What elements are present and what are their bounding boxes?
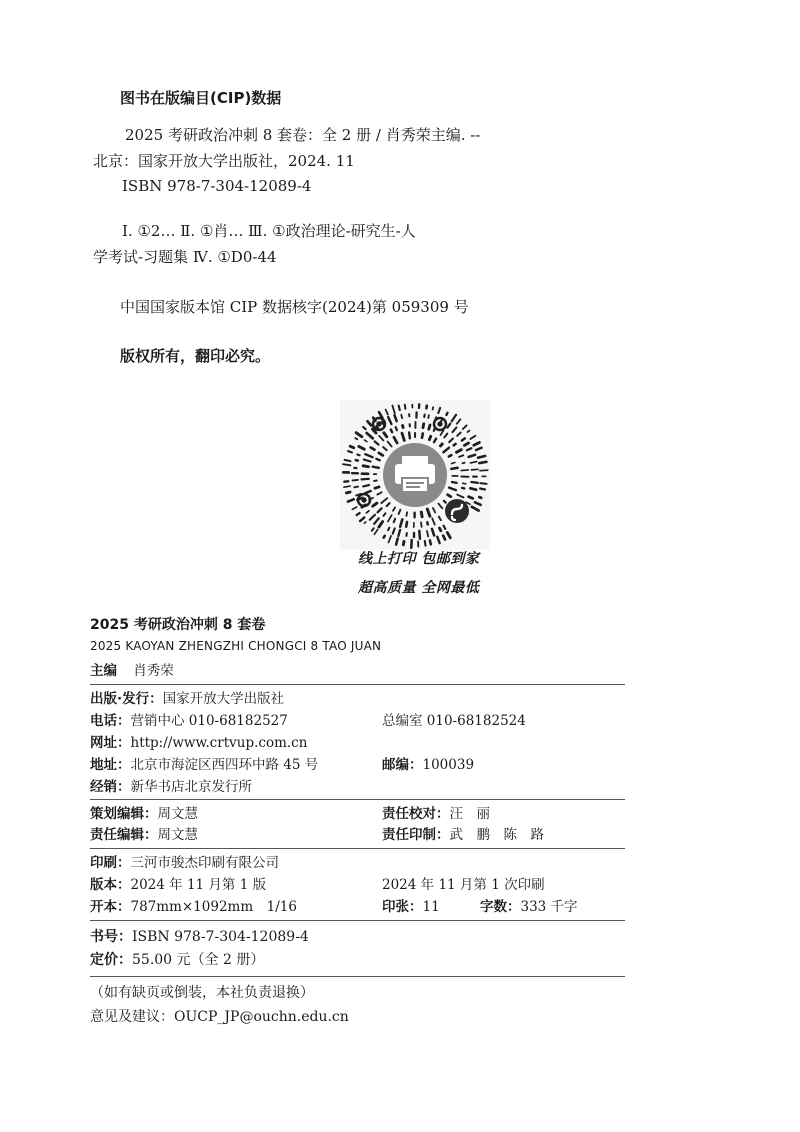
postcode-value: 100039 xyxy=(422,757,475,773)
format-label: 开本： xyxy=(90,899,131,915)
words-value: 333 千字 xyxy=(520,899,578,915)
responsible-printing-row xyxy=(382,826,544,844)
qr-dash xyxy=(463,463,465,464)
qr-dash xyxy=(384,536,385,538)
qr-dash xyxy=(398,530,400,536)
qr-dash xyxy=(373,467,379,468)
sheets-row xyxy=(382,898,440,916)
qr-dash xyxy=(425,541,426,546)
qr-dash xyxy=(462,438,465,440)
qr-dash xyxy=(469,497,473,499)
publisher-row xyxy=(90,690,284,708)
qr-dash xyxy=(371,448,375,450)
qr-dash xyxy=(441,444,443,446)
qr-dash xyxy=(391,430,392,433)
qr-dash xyxy=(354,487,358,488)
planning-editor-value: 周文慧 xyxy=(157,806,198,822)
qr-finder-dot xyxy=(377,422,381,426)
edition-label: 版本： xyxy=(90,877,131,893)
book-title: 2025 考研政治冲刺 8 套卷 xyxy=(90,617,266,633)
qr-dash xyxy=(356,438,358,439)
mini-program-icon xyxy=(445,499,469,523)
distributor-value: 新华书店北京发行所 xyxy=(130,779,252,795)
copyright-notice: 版权所有，翻印必究。 xyxy=(120,347,271,365)
format-row xyxy=(90,898,297,916)
qr-dash xyxy=(409,433,410,439)
qr-dash xyxy=(401,415,402,418)
sheets-value: 11 xyxy=(422,899,440,915)
cip-isbn: ISBN 978-7-304-12089-4 xyxy=(122,177,312,195)
qr-dash xyxy=(449,455,451,456)
qr-caption-print: 线上打印 包邮到家 xyxy=(358,551,480,567)
responsible-editor-row xyxy=(90,826,198,844)
planning-editor-label: 策划编辑： xyxy=(90,806,158,822)
qr-dash xyxy=(343,464,350,465)
qr-dash xyxy=(345,460,351,461)
qr-dash xyxy=(346,492,350,493)
qr-dash xyxy=(396,427,397,430)
qr-dash xyxy=(362,479,369,480)
qr-dash xyxy=(428,415,429,418)
address-value: 北京市海淀区西四环中路 45 号 xyxy=(130,757,319,773)
planning-editor-row xyxy=(90,805,198,823)
qr-dash xyxy=(356,460,358,461)
responsible-editor-value: 周文慧 xyxy=(157,827,198,843)
price-value: 55.00 元（全 2 册） xyxy=(132,952,265,968)
qr-dash xyxy=(448,495,451,497)
proofreader-value: 汪 丽 xyxy=(449,806,490,822)
qr-dash xyxy=(472,469,479,470)
responsible-printing-label: 责任印制： xyxy=(382,827,450,843)
marketing-phone: 营销中心 010-68182527 xyxy=(130,713,288,729)
responsible-editor-label: 责任编辑： xyxy=(90,827,158,843)
qr-dash xyxy=(406,522,407,527)
qr-dash xyxy=(421,512,422,517)
qr-dash xyxy=(480,489,485,490)
book-number-row xyxy=(90,928,309,946)
qr-dash xyxy=(461,470,468,471)
cip-classification-line1: Ⅰ. ①2… Ⅱ. ①肖… Ⅲ. ①政治理论-研究生-人 xyxy=(122,222,416,240)
book-title-pinyin: 2025 KAOYAN ZHENGZHI CHONGCI 8 TAO JUAN xyxy=(90,639,382,653)
qr-caption-quality: 超高质量 全网最低 xyxy=(358,580,480,596)
qr-dash xyxy=(364,522,366,523)
cip-heading: 图书在版编目(CIP)数据 xyxy=(120,89,282,107)
qr-dash xyxy=(471,482,477,483)
edition-row xyxy=(90,876,266,894)
qr-dash xyxy=(427,522,428,524)
qr-dash xyxy=(444,501,446,503)
qr-dash xyxy=(446,413,447,415)
qr-dash xyxy=(396,539,398,545)
qr-dash xyxy=(479,497,481,498)
price-row xyxy=(90,951,264,969)
qr-dash xyxy=(452,482,457,483)
format-value: 787mm×1092mm 1/16 xyxy=(130,899,297,915)
sheets-label: 印张： xyxy=(382,899,423,915)
printer-label: 印刷： xyxy=(90,855,131,871)
divider xyxy=(90,848,625,849)
book-number-label: 书号： xyxy=(90,929,132,945)
qr-dash xyxy=(479,462,486,463)
words-row xyxy=(480,898,578,916)
qr-dash xyxy=(376,459,380,461)
website-row xyxy=(90,734,307,752)
cip-verification-number: 中国国家版本馆 CIP 数据核字(2024)第 059309 号 xyxy=(120,298,469,316)
printer-value: 三河市骏杰印刷有限公司 xyxy=(130,855,279,871)
editor-row xyxy=(90,662,174,680)
qr-dash xyxy=(454,444,456,445)
qr-dash xyxy=(405,405,406,409)
qr-dash xyxy=(422,434,423,438)
qr-dash xyxy=(463,483,466,484)
price-label: 定价： xyxy=(90,952,132,968)
distributor-label: 经销： xyxy=(90,779,131,795)
qr-dash xyxy=(350,446,354,448)
divider xyxy=(90,799,625,800)
qr-dash xyxy=(480,470,488,471)
qr-dash xyxy=(427,531,428,536)
feedback-contact: 意见及建议：OUCP_JP@ouchn.edu.cn xyxy=(90,1009,349,1025)
phone-label: 电话： xyxy=(90,713,131,729)
qr-dash xyxy=(429,436,430,439)
proofreader-row xyxy=(382,805,490,823)
divider xyxy=(90,920,625,921)
phone-row xyxy=(90,712,288,730)
qr-dash xyxy=(451,468,457,469)
editor-label: 主编 xyxy=(90,663,117,679)
qr-dash xyxy=(403,541,404,544)
cip-classification-line2: 学考试-习题集 Ⅳ. ①D0-44 xyxy=(93,248,277,266)
qr-dash xyxy=(430,540,431,544)
responsible-printing-value: 武 鹏 陈 路 xyxy=(449,827,544,843)
qr-finder-dot xyxy=(438,422,442,426)
qr-dash xyxy=(478,456,485,458)
qr-dash xyxy=(357,455,359,456)
qr-dash xyxy=(443,536,445,540)
cip-title-line: 2025 考研政治冲刺 8 套卷：全 2 册 / 肖秀荣主编. -- xyxy=(125,126,481,144)
qr-dash xyxy=(429,425,430,429)
qr-dash xyxy=(423,424,424,428)
qr-dash xyxy=(388,528,389,531)
address-row xyxy=(90,756,318,774)
cip-publisher-line: 北京：国家开放大学出版社，2024. 11 xyxy=(93,152,355,170)
qr-dash xyxy=(462,488,464,489)
proofreader-label: 责任校对： xyxy=(382,806,450,822)
qr-dash xyxy=(344,486,350,487)
qr-dash xyxy=(363,466,368,467)
postcode-row xyxy=(382,756,474,774)
qr-dash xyxy=(353,480,358,481)
divider xyxy=(90,976,625,977)
qr-dash xyxy=(363,485,369,486)
qr-code[interactable] xyxy=(340,400,490,550)
qr-dash xyxy=(480,483,486,484)
website-link[interactable]: http://www.crtvup.com.cn xyxy=(130,735,308,751)
publisher-name: 国家开放大学出版社 xyxy=(162,691,285,707)
qr-dash xyxy=(452,463,455,464)
printer-row xyxy=(90,854,279,872)
address-label: 地址： xyxy=(90,757,131,773)
publisher-label: 出版·发行： xyxy=(90,691,163,707)
qr-dash xyxy=(419,531,420,539)
qr-dash xyxy=(348,451,352,452)
qr-dash xyxy=(399,406,400,411)
qr-dash xyxy=(403,426,404,428)
return-notice: （如有缺页或倒装，本社负责退换） xyxy=(90,985,314,1001)
divider xyxy=(90,684,625,685)
website-label: 网址： xyxy=(90,735,131,751)
qr-code-graphic xyxy=(340,400,490,550)
qr-dash xyxy=(375,487,379,488)
qr-dash xyxy=(433,407,434,409)
book-number-value: ISBN 978-7-304-12089-4 xyxy=(132,929,309,945)
distributor-row xyxy=(90,778,252,796)
editor-name: 肖秀荣 xyxy=(133,663,174,679)
qr-dash xyxy=(471,488,477,489)
qr-finder-dot xyxy=(362,498,366,502)
edition-value: 2024 年 11 月第 1 版 xyxy=(130,877,267,893)
words-label: 字数： xyxy=(480,899,521,915)
qr-dash xyxy=(406,512,407,516)
qr-dash xyxy=(421,522,422,526)
postcode-label: 邮编： xyxy=(382,757,423,773)
qr-dash xyxy=(394,519,395,522)
chief-office-phone: 总编室 010-68182524 xyxy=(382,713,526,729)
qr-dash xyxy=(440,528,441,531)
qr-dash xyxy=(468,431,470,433)
impression-value: 2024 年 11 月第 1 次印刷 xyxy=(382,877,545,893)
